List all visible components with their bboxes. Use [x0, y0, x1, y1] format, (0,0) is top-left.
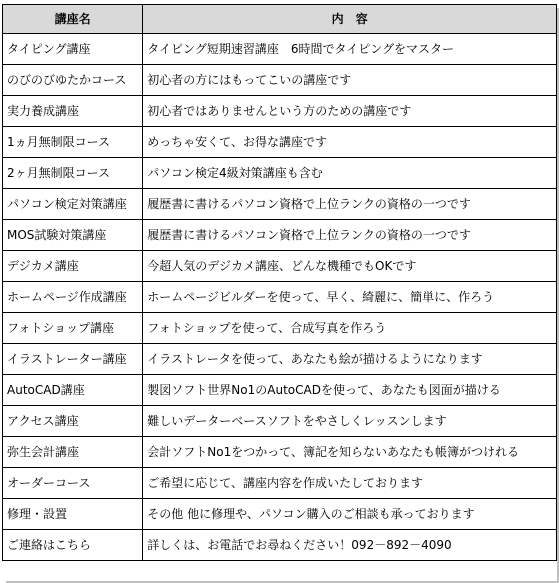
course-name: 1ヵ月無制限コース	[3, 127, 143, 158]
table-row	[3, 282, 557, 313]
table-row	[3, 437, 557, 468]
table-row	[3, 344, 557, 375]
course-content: ホームページビルダーを使って、早く、綺麗に、簡単に、作ろう	[143, 282, 557, 313]
course-content: フォトショップを使って、合成写真を作ろう	[143, 313, 557, 344]
course-name: ご連絡はこちら	[3, 530, 143, 561]
table-row	[3, 251, 557, 282]
table-header-row	[3, 5, 557, 34]
table-row	[3, 530, 557, 561]
course-name: アクセス講座	[3, 406, 143, 437]
header-course-name: 講座名	[3, 5, 143, 34]
table-row	[3, 499, 557, 530]
course-content: 製図ソフト世界No1のAutoCADを使って、あなたも図面が描ける	[143, 375, 557, 406]
course-content: 会計ソフトNo1をつかって、簿記を知らないあなたも帳簿がつけれる	[143, 437, 557, 468]
course-name: デジカメ講座	[3, 251, 143, 282]
course-name: AutoCAD講座	[3, 375, 143, 406]
course-name: フォトショップ講座	[3, 313, 143, 344]
table-row	[3, 375, 557, 406]
header-course-content: 内 容	[143, 5, 557, 34]
course-name: タイピング講座	[3, 34, 143, 65]
table-row	[3, 406, 557, 437]
course-name: オーダーコース	[3, 468, 143, 499]
table-row	[3, 468, 557, 499]
table-row	[3, 96, 557, 127]
course-content: パソコン検定4級対策講座も含む	[143, 158, 557, 189]
course-name: のびのびゆたかコース	[3, 65, 143, 96]
course-content: 詳しくは、お電話でお尋ねください！092－892－4090	[143, 530, 557, 561]
course-name: MOS試験対策講座	[3, 220, 143, 251]
table-row	[3, 189, 557, 220]
course-name: 弥生会計講座	[3, 437, 143, 468]
course-name: 2ヶ月無制限コース	[3, 158, 143, 189]
table-row	[3, 34, 557, 65]
course-name: ホームページ作成講座	[3, 282, 143, 313]
course-content: 初心者の方にはもってこいの講座です	[143, 65, 557, 96]
course-content: 今超人気のデジカメ講座、どんな機種でもOKです	[143, 251, 557, 282]
course-content: 初心者ではありませんという方のための講座です	[143, 96, 557, 127]
table-row	[3, 313, 557, 344]
course-content: イラストレータを使って、あなたも絵が描けるようになります	[143, 344, 557, 375]
course-content: 難しいデーターベースソフトをやさしくレッスンします	[143, 406, 557, 437]
course-name: イラストレーター講座	[3, 344, 143, 375]
course-content: めっちゃ安くて、お得な講座です	[143, 127, 557, 158]
course-content: 履歴書に書けるパソコン資格で上位ランクの資格の一つです	[143, 189, 557, 220]
table-row	[3, 158, 557, 189]
table-row	[3, 127, 557, 158]
course-content: 履歴書に書けるパソコン資格で上位ランクの資格の一つです	[143, 220, 557, 251]
course-content: その他 他に修理や、パソコン購入のご相談も承っております	[143, 499, 557, 530]
table-row	[3, 65, 557, 96]
table-row	[3, 220, 557, 251]
course-name: 実力養成講座	[3, 96, 143, 127]
course-content: タイピング短期速習講座 6時間でタイピングをマスター	[143, 34, 557, 65]
course-content: ご希望に応じて、講座内容を作成いたしております	[143, 468, 557, 499]
course-name: 修理・設置	[3, 499, 143, 530]
course-table	[2, 4, 557, 561]
course-name: パソコン検定対策講座	[3, 189, 143, 220]
